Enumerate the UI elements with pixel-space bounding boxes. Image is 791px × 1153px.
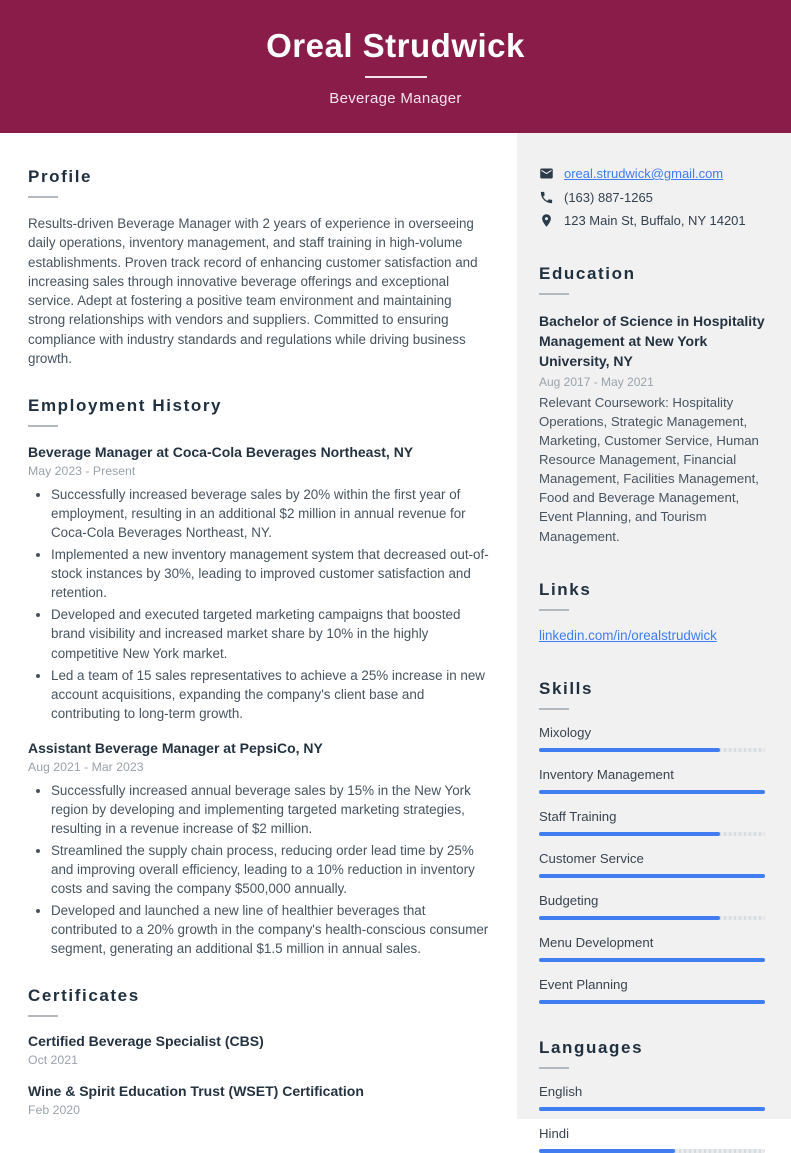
skill-bar-fill (539, 958, 765, 962)
phone-number: (163) 887-1265 (564, 189, 653, 205)
language-item (539, 1084, 765, 1111)
contact-email-row (539, 165, 765, 183)
section-rule (28, 196, 58, 198)
job-bullet-list (28, 485, 489, 722)
job-bullet: • Developed and executed targeted marketing campaigns that boosted brand visibility and increased market share by 10% in the highly competitive New York market. (51, 605, 489, 662)
skill-bar (539, 790, 765, 794)
education-dates: Aug 2017 - May 2021 (539, 374, 654, 389)
links-heading: Links (539, 579, 592, 599)
skill-bar-fill (539, 916, 720, 920)
section-rule (539, 609, 569, 611)
skill-item (539, 977, 765, 1004)
language-item (539, 1126, 765, 1153)
job-dates: May 2023 - Present (28, 464, 136, 479)
location-pin-icon (539, 213, 554, 228)
skill-label: Inventory Management (539, 766, 674, 782)
skill-item (539, 851, 765, 878)
skill-bar-fill (539, 1000, 765, 1004)
language-label: English (539, 1083, 583, 1099)
skill-item (539, 935, 765, 962)
language-label: Hindi (539, 1125, 570, 1141)
candidate-job-title: Beverage Manager (329, 89, 462, 107)
contact-phone-row (539, 189, 765, 207)
skill-bar (539, 874, 765, 878)
skill-item (539, 767, 765, 794)
languages-section (539, 1038, 765, 1153)
degree-title: Bachelor of Science in Hospitality Management at New York University, NY (539, 312, 765, 370)
job-title: Beverage Manager at Coca-Cola Beverages Northeast, NY (28, 444, 414, 461)
skill-label: Event Planning (539, 976, 628, 992)
skills-list (539, 725, 765, 1004)
job-bullet-list (28, 781, 489, 958)
job-dates: Aug 2021 - Mar 2023 (28, 759, 144, 774)
certificate-date: Feb 2020 (28, 1102, 80, 1117)
skill-item (539, 809, 765, 836)
email-icon (539, 166, 554, 181)
skill-item (539, 725, 765, 752)
skill-bar-fill (539, 832, 720, 836)
contact-section (539, 165, 765, 230)
job-bullet: • Led a team of 15 sales representatives to achieve a 25% increase in new account acquisitions, expanding the company's client base and contributing to long-term growth. (51, 666, 489, 723)
employment-section (28, 396, 489, 957)
languages-list (539, 1084, 765, 1153)
resume-body (0, 133, 791, 1141)
language-bar (539, 1107, 765, 1111)
job-bullet: • Implemented a new inventory management system that decreased out-of-stock instances by 30%, leading to improved customer satisfaction and retention. (51, 545, 489, 602)
skill-bar (539, 958, 765, 962)
job-bullet: • Successfully increased annual beverage sales by 15% in the New York region by developing and implementing targeted marketing strategies, resulting in a revenue increase of $2 million. (51, 781, 489, 838)
sidebar-column (517, 133, 791, 1141)
address: 123 Main St, Buffalo, NY 14201 (564, 213, 746, 229)
skills-heading: Skills (539, 678, 594, 698)
language-bar-fill (539, 1107, 765, 1111)
job-entry (28, 739, 489, 958)
job-bullet: • Developed and launched a new line of healthier beverages that contributed to a 20% growth in the company's health-conscious consumer segment, generating an additional $1.5 million in annual sales. (51, 901, 489, 958)
language-bar (539, 1149, 765, 1153)
skill-bar (539, 916, 765, 920)
skill-bar (539, 748, 765, 752)
linkedin-link[interactable]: linkedin.com/in/orealstrudwick (539, 627, 717, 643)
certificates-section (28, 986, 489, 1117)
certificate-title: Wine & Spirit Education Trust (WSET) Certification (28, 1082, 364, 1099)
skill-label: Staff Training (539, 808, 617, 824)
certificates-heading: Certificates (28, 985, 140, 1005)
skill-label: Budgeting (539, 892, 599, 908)
languages-heading: Languages (539, 1037, 644, 1057)
skills-section (539, 679, 765, 1004)
job-title: Assistant Beverage Manager at PepsiCo, NY (28, 739, 323, 756)
skill-label: Menu Development (539, 934, 654, 950)
profile-text: Results-driven Beverage Manager with 2 years of experience in overseeing daily operations, inventory management, and staff training in high-volume establishments. Proven track record of enhancing customer satisfaction and increasing sales through innovative beverage offerings and exceptional service. Adept at fostering a positive team environment and maintaining strong relationships with vendors and suppliers. Committed to ensuring compliance with industry standards and regulations while driving business growth. (28, 216, 478, 367)
profile-section (28, 167, 489, 368)
job-bullet: • Successfully increased beverage sales by 20% within the first year of employment, resulting in an additional $2 million in annual revenue for Coca-Cola Beverages Northeast, NY. (51, 485, 489, 542)
section-rule (28, 1015, 58, 1017)
skill-label: Mixology (539, 724, 592, 740)
email-link[interactable]: oreal.strudwick@gmail.com (564, 166, 724, 181)
language-bar-fill (539, 1149, 675, 1153)
skill-bar (539, 832, 765, 836)
header-divider (365, 76, 427, 78)
certificate-title: Certified Beverage Specialist (CBS) (28, 1032, 264, 1049)
phone-icon (539, 190, 554, 205)
resume-header (0, 0, 791, 133)
certificate-entry (28, 1032, 489, 1067)
employment-heading: Employment History (28, 396, 223, 416)
job-bullet: • Streamlined the supply chain process, reducing order lead time by 25% and improving overall efficiency, leading to a 10% reduction in inventory costs and saving the company $500,000 annually. (51, 841, 489, 898)
section-rule (28, 425, 58, 427)
certificate-date: Oct 2021 (28, 1052, 78, 1067)
skill-bar-fill (539, 790, 765, 794)
contact-address-row (539, 212, 765, 230)
certificate-entry (28, 1082, 489, 1117)
skill-bar (539, 1000, 765, 1004)
section-rule (539, 293, 569, 295)
education-description: Relevant Coursework: Hospitality Operations, Strategic Management, Marketing, Customer Service, Human Resource Management, Financial Management, Facilities Management, Food and Beverage Management, Event Planning, and Tourism Management. (539, 394, 759, 544)
skill-bar-fill (539, 748, 720, 752)
candidate-name: Oreal Strudwick (266, 26, 525, 64)
profile-heading: Profile (28, 167, 93, 186)
education-heading: Education (539, 263, 636, 283)
section-rule (539, 1067, 569, 1069)
job-entry (28, 443, 489, 722)
links-section (539, 580, 765, 645)
skill-item (539, 893, 765, 920)
main-column (0, 133, 517, 1119)
skill-label: Customer Service (539, 850, 644, 866)
education-section (539, 264, 765, 546)
skill-bar-fill (539, 874, 765, 878)
section-rule (539, 708, 569, 710)
